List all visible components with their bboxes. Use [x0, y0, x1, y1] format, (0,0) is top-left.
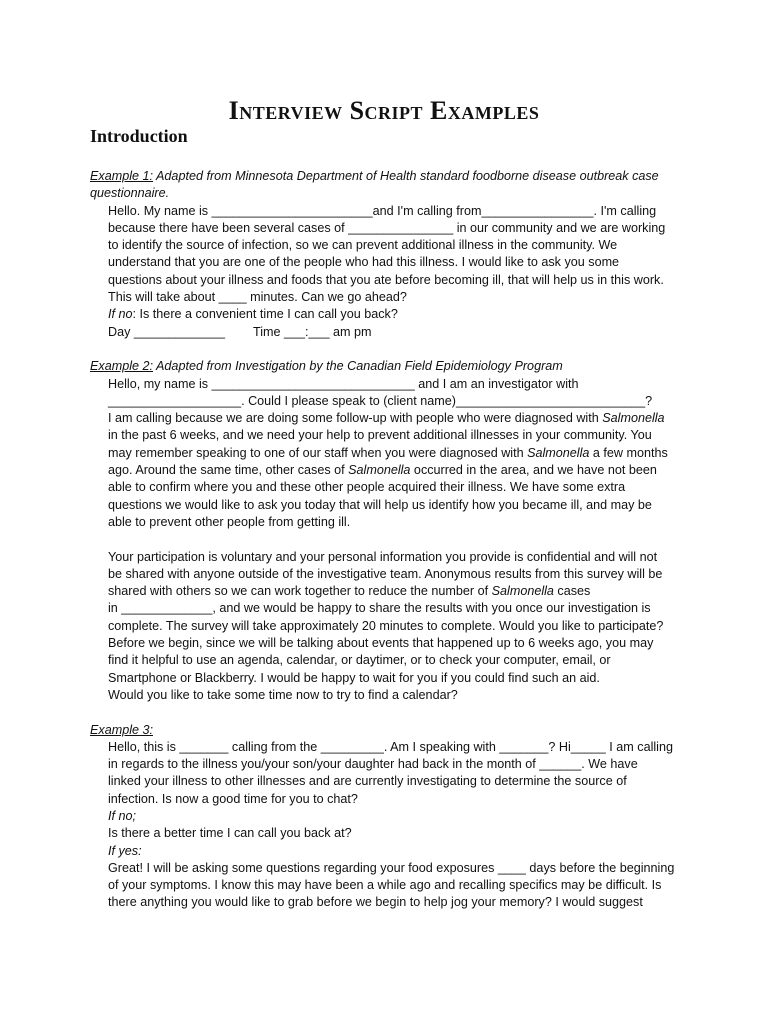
example-2-participation-line: Smartphone or Blackberry. I would be happy to wait for you if you could find such an aid.: [108, 670, 600, 685]
example-3-line: infection. Is now a good time for you to chat?: [108, 791, 358, 806]
example-1-line: questions about your illness and foods that you ate before becoming ill, that will help us in this work.: [108, 272, 664, 287]
example-2-participation-line: be shared with anyone outside of the investigative team. Anonymous results from this survey will be: [108, 566, 663, 581]
example-3-line: of your symptoms. I know this may have been a while ago and recalling specifics may be difficult. Is: [108, 878, 662, 893]
example-1-line: to identify the source of infection, so we can prevent additional illness in the community. We: [108, 238, 618, 253]
example-1-label: Example 1:: [90, 169, 153, 183]
example-2-line: Hello, my name is _____________________________ and I am an investigator with: [108, 376, 579, 391]
example-2-line: I am calling because we are doing some follow-up with people who were diagnosed with Salmonella: [108, 411, 665, 426]
example-2-line: questions we would like to ask you today that will help us identify how you became ill, and may be: [108, 497, 652, 512]
example-2-line: ___________________. Could I please speak to (client name)___________________________?: [108, 393, 653, 408]
example-3-line: linked your illness to other illnesses and are currently investigating to determine the source of: [108, 774, 627, 789]
example-2-line: ago. Around the same time, other cases of Salmonella occurred in the area, and we have not been: [108, 463, 657, 478]
example-3-line: Great! I will be asking some questions regarding your food exposures ____ days before the beginning: [108, 860, 675, 875]
example-2-line: may remember speaking to one of our staff when you were diagnosed with Salmonella a few months: [108, 445, 668, 460]
example-3-if-yes: If yes:: [108, 843, 142, 858]
day-field: Day _____________: [108, 324, 225, 339]
example-1-line: Hello. My name is _______________________and I'm calling from________________. I'm calling: [108, 203, 657, 218]
example-2-participation-line: Would you like to take some time now to try to find a calendar?: [108, 687, 458, 702]
time-field: Time ___:___ am pm: [253, 324, 372, 339]
example-1-line: This will take about ____ minutes. Can we go ahead?: [108, 290, 407, 305]
example-1-line: understand that you are one of the people who had this illness. I would like to ask you some: [108, 255, 620, 270]
example-2-line: in the past 6 weeks, and we need your help to prevent additional illnesses in your community. You: [108, 428, 652, 443]
example-1-day-time: [90, 324, 690, 341]
example-3-if-no: If no;: [108, 808, 137, 823]
example-2-participation-line: find it helpful to use an agenda, calendar, or daytimer, or to check your computer, email, or: [108, 653, 611, 668]
example-2-participation-line: shared with others so we can work together to reduce the number of Salmonella cases: [108, 584, 591, 599]
example-2-participation-line: Before we begin, since we will be talking about events that happened up to 6 weeks ago, you may: [108, 636, 654, 651]
example-3-line: Is there a better time I can call you back at?: [108, 826, 352, 841]
example-2-line: able to prevent other people from getting ill.: [108, 514, 351, 529]
example-3-source: [90, 722, 690, 739]
example-1-source: Example 1: Adapted from Minnesota Department of Health standard foodborne disease outbreak case: [90, 169, 659, 183]
example-2-participation-line: complete. The survey will take approximately 20 minutes to complete. Would you like to participate?: [108, 618, 664, 633]
example-3-label: Example 3:: [90, 722, 153, 737]
example-1-if-no: If no: Is there a convenient time I can call you back?: [108, 307, 398, 322]
example-1-line: because there have been several cases of _______________ in our community and we are working: [108, 220, 666, 235]
example-2-label: Example 2:: [90, 359, 153, 374]
example-2-participation-line: Your participation is voluntary and your personal information you provide is confidential and will not: [108, 549, 658, 564]
example-3-line: there anything you would like to grab before we begin to help jog your memory? I would suggest: [108, 895, 643, 910]
section-heading-introduction: Introduction: [90, 126, 188, 146]
example-2-source: Example 2: Adapted from Investigation by the Canadian Field Epidemiology Program: [90, 359, 563, 374]
document-title: Interview Script Examples: [228, 96, 540, 125]
example-2-participation-line: in _____________, and we would be happy to share the results with you once our investigation is: [108, 601, 651, 616]
example-2-line: able to confirm where you and these other people acquired their illness. We have some extra: [108, 480, 626, 495]
example-3-line: Hello, this is _______ calling from the _________. Am I speaking with _______? Hi_____ I am calling: [108, 739, 673, 754]
example-3-line: in regards to the illness you/your son/your daughter had back in the month of ______. We have: [108, 757, 638, 772]
document-body: [90, 168, 690, 912]
example-1-source-cont: questionnaire.: [90, 186, 170, 201]
